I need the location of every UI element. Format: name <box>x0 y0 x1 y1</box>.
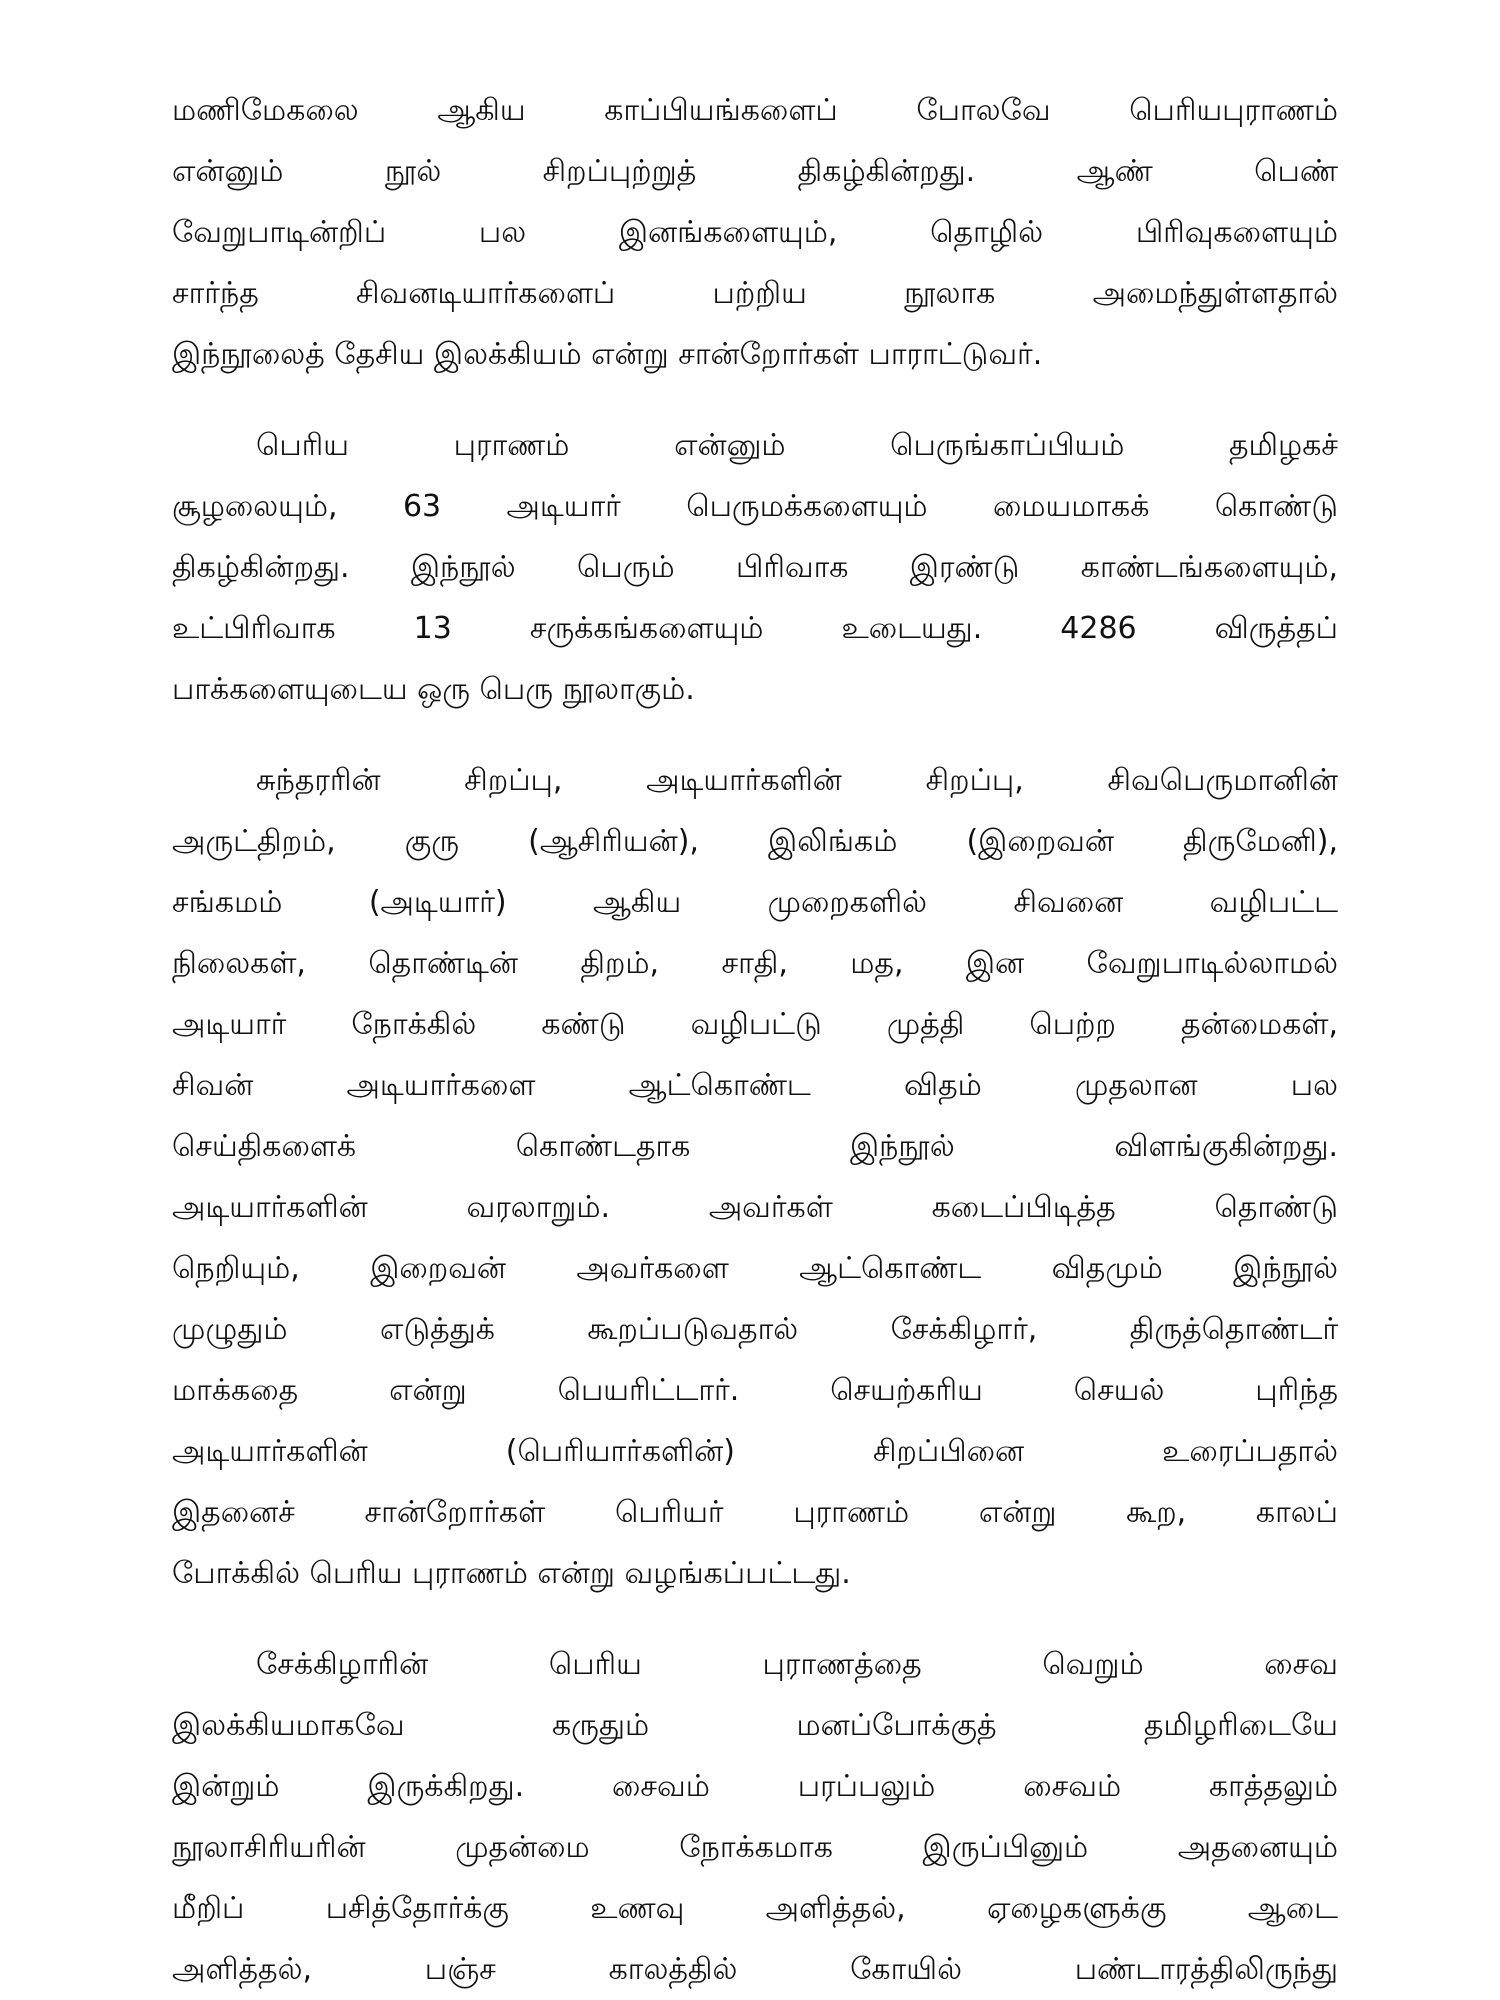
text-line: சூழலையும், 63 அடியார் பெருமக்களையும் மையமாகக் கொண்டு <box>172 489 1338 524</box>
text-line: முழுதும் எடுத்துக் கூறப்படுவதால் சேக்கிழார், திருத்தொண்டர் <box>172 1312 1338 1347</box>
text-line: இந்நூலைத் தேசிய இலக்கியம் என்று சான்றோர்கள் பாராட்டுவர். <box>172 337 1043 372</box>
text-line: அடியார் நோக்கில் கண்டு வழிபட்டு முத்தி பெற்ற தன்மைகள், <box>172 1007 1338 1042</box>
text-line: சார்ந்த சிவனடியார்களைப் பற்றிய நூலாக அமைந்துள்ளதால் <box>172 276 1338 311</box>
text-line: இலக்கியமாகவே கருதும் மனப்போக்குத் தமிழரிடையே <box>172 1708 1338 1743</box>
text-line: என்னும் நூல் சிறப்புற்றுத் திகழ்கின்றது. ஆண் பெண் <box>172 154 1338 189</box>
text-line: இதனைச் சான்றோர்கள் பெரியர் புராணம் என்று கூற, காலப் <box>172 1495 1338 1530</box>
text-line: அடியார்களின் (பெரியார்களின்) சிறப்பினை உரைப்பதால் <box>172 1434 1338 1469</box>
text-line: உட்பிரிவாக 13 சருக்கங்களையும் உடையது. 4286 விருத்தப் <box>172 611 1338 646</box>
text-line: சேக்கிழாரின் பெரிய புராணத்தை வெறும் சைவ <box>256 1647 1338 1682</box>
paragraph-1 <box>172 80 1338 385</box>
text-line: வேறுபாடின்றிப் பல இனங்களையும், தொழில் பிரிவுகளையும் <box>172 215 1338 250</box>
text-line: இன்றும் இருக்கிறது. சைவம் பரப்பலும் சைவம் காத்தலும் <box>172 1769 1338 1804</box>
text-line: மணிமேகலை ஆகிய காப்பியங்களைப் போலவே பெரியபுராணம் <box>172 93 1338 128</box>
text-line: அருட்திறம், குரு (ஆசிரியன்), இலிங்கம் (இறைவன் திருமேனி), <box>172 824 1338 859</box>
text-line: அளித்தல், பஞ்ச காலத்தில் கோயில் பண்டாரத்திலிருந்து <box>172 1952 1338 1987</box>
paragraph-3 <box>172 750 1338 1604</box>
text-line: பாக்களையுடைய ஒரு பெரு நூலாகும். <box>172 672 695 707</box>
paragraph-2 <box>172 415 1338 720</box>
text-line: நிலைகள், தொண்டின் திறம், சாதி, மத, இன வேறுபாடில்லாமல் <box>172 946 1338 981</box>
text-line: போக்கில் பெரிய புராணம் என்று வழங்கப்பட்டது. <box>172 1556 851 1591</box>
text-line: திகழ்கின்றது. இந்நூல் பெரும் பிரிவாக இரண்டு காண்டங்களையும், <box>172 550 1338 585</box>
text-line: நெறியும், இறைவன் அவர்களை ஆட்கொண்ட விதமும் இந்நூல் <box>172 1251 1338 1286</box>
text-line: சுந்தரரின் சிறப்பு, அடியார்களின் சிறப்பு, சிவபெருமானின் <box>256 763 1338 798</box>
document-page <box>172 80 1338 2000</box>
text-line: மாக்கதை என்று பெயரிட்டார். செயற்கரிய செயல் புரிந்த <box>172 1373 1338 1408</box>
text-line: சங்கமம் (அடியார்) ஆகிய முறைகளில் சிவனை வழிபட்ட <box>172 885 1338 920</box>
paragraph-4 <box>172 1634 1338 2000</box>
text-line: அடியார்களின் வரலாறும். அவர்கள் கடைப்பிடித்த தொண்டு <box>172 1190 1338 1225</box>
text-line: சிவன் அடியார்களை ஆட்கொண்ட விதம் முதலான பல <box>172 1068 1338 1103</box>
text-line: பெரிய புராணம் என்னும் பெருங்காப்பியம் தமிழகச் <box>256 428 1338 463</box>
text-line: நூலாசிரியரின் முதன்மை நோக்கமாக இருப்பினும் அதனையும் <box>172 1830 1338 1865</box>
text-line: செய்திகளைக் கொண்டதாக இந்நூல் விளங்குகின்றது. <box>172 1129 1338 1164</box>
text-line: மீறிப் பசித்தோர்க்கு உணவு அளித்தல், ஏழைகளுக்கு ஆடை <box>172 1891 1338 1926</box>
